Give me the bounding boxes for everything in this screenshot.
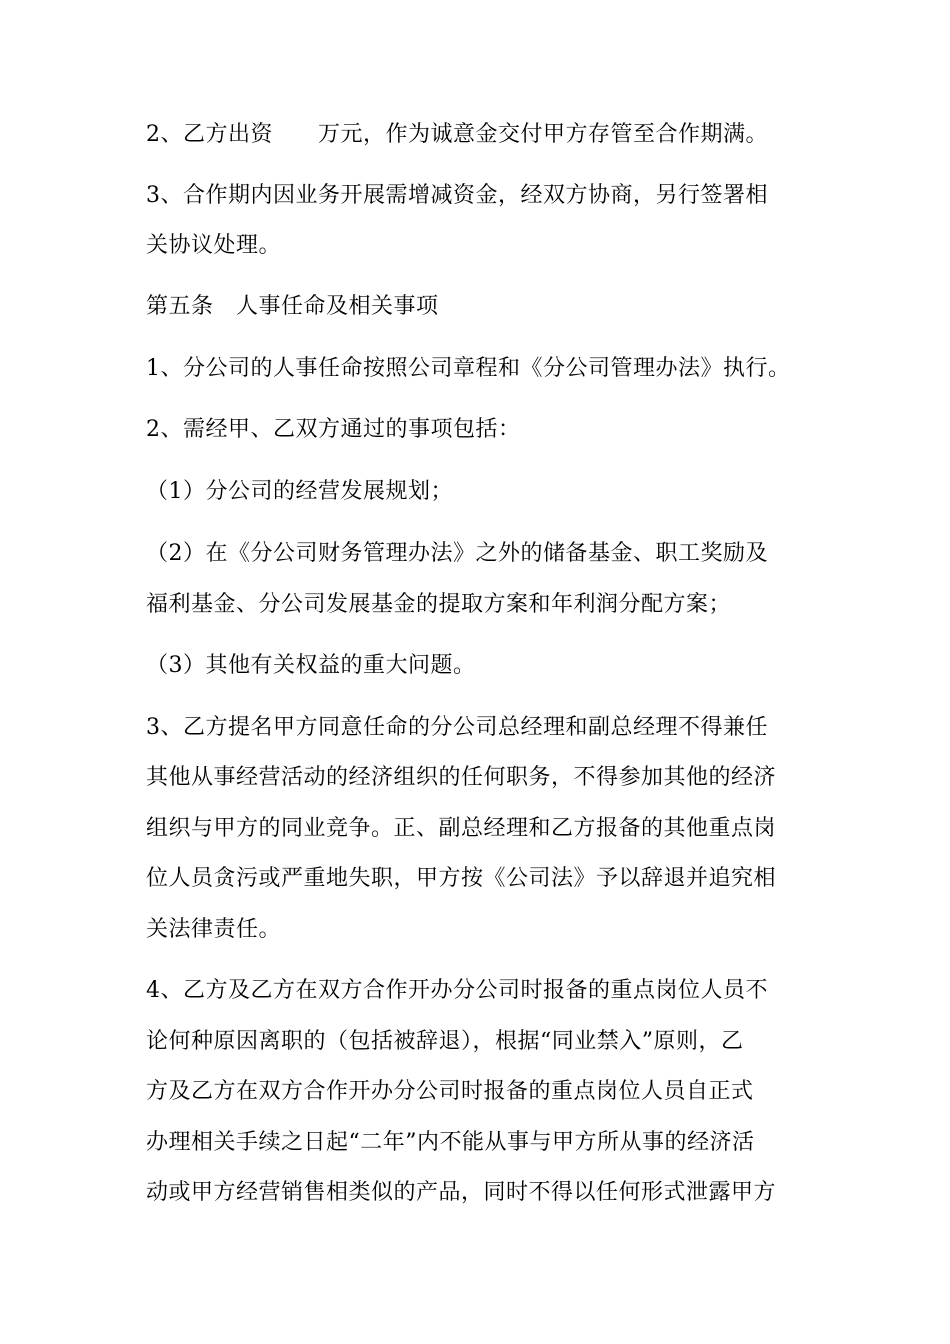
- text-line: 论何种原因离职的（包括被辞退），根据“同业禁入”原则，乙: [146, 1029, 744, 1054]
- text-line: 4、乙方及乙方在双方合作开办分公司时报备的重点岗位人员不: [146, 978, 768, 1003]
- text-line: 3、乙方提名甲方同意任命的分公司总经理和副总经理不得兼任: [146, 715, 768, 740]
- text-line: 关协议处理。: [146, 233, 282, 258]
- text-line: 1、分公司的人事任命按照公司章程和《分公司管理办法》执行。: [146, 356, 791, 381]
- text-line: 福利基金、分公司发展基金的提取方案和年利润分配方案；: [146, 592, 732, 617]
- text-line: 位人员贪污或严重地失职，甲方按《公司法》予以辞退并追究相: [146, 866, 777, 891]
- text-line: 3、合作期内因业务开展需增减资金，经双方协商，另行签署相: [146, 183, 768, 208]
- text-line: 2、需经甲、乙双方通过的事项包括：: [146, 417, 521, 442]
- text-line: （3）其他有关权益的重大问题。: [146, 653, 476, 678]
- text-line: 方及乙方在双方合作开办分公司时报备的重点岗位人员自正式: [146, 1079, 754, 1104]
- article-heading: 第五条 人事任命及相关事项: [146, 294, 439, 319]
- text-line: 2、乙方出资 万元，作为诚意金交付甲方存管至合作期满。: [146, 122, 768, 147]
- text-line: 关法律责任。: [146, 917, 282, 942]
- text-line: 其他从事经营活动的经济组织的任何职务，不得参加其他的经济: [146, 765, 777, 790]
- text-line: 办理相关手续之日起“二年”内不能从事与甲方所从事的经济活: [146, 1130, 755, 1155]
- text-line: （2）在《分公司财务管理办法》之外的储备基金、职工奖励及: [146, 541, 768, 566]
- text-line: （1）分公司的经营发展规划；: [146, 479, 453, 504]
- text-line: 组织与甲方的同业竞争。正、副总经理和乙方报备的其他重点岗: [146, 816, 777, 841]
- text-line: 动或甲方经营销售相类似的产品，同时不得以任何形式泄露甲方: [146, 1180, 777, 1205]
